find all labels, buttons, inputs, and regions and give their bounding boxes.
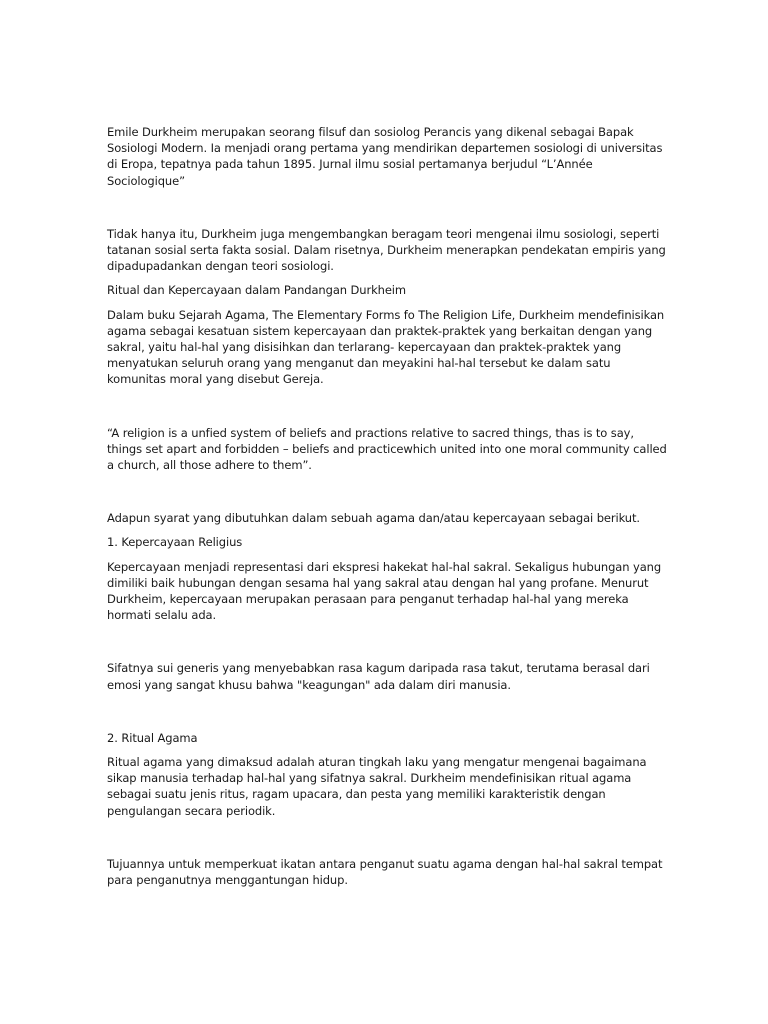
paragraph-kepercayaan-description: Kepercayaan menjadi representasi dari ekspresi hakekat hal-hal sakral. Sekaligus hubungan yang dimiliki baik hubungan dengan sesama hal yang sakral atau dengan hal yang profane. Menurut Durkheim, kepercayaan merupakan perasaan para penganut terhadap hal-hal yang mereka hormati selalu ada. bbox=[107, 559, 662, 623]
list-heading-ritual-agama: 2. Ritual Agama bbox=[107, 730, 198, 745]
paragraph-ritual-purpose: Tujuannya untuk memperkuat ikatan antara penganut suatu agama dengan hal-hal sakral tempat para penganutnya menggantungan hidup. bbox=[107, 856, 663, 888]
list-heading-kepercayaan-religius: 1. Kepercayaan Religius bbox=[107, 535, 243, 550]
paragraph-religion-definition: Dalam buku Sejarah Agama, The Elementary Forms fo The Religion Life, Durkheim mendefinisikan agama sebagai kesatuan sistem kepercayaan dan praktek-praktek yang berkaitan dengan yang sakral, yaitu hal-hal yang disisihkan dan terlarang- kepercayaan dan praktek-praktek yang menyatukan seluruh orang yang menganut dan meyakini hal-hal tersebut ke dalam satu komunitas moral yang disebut Gereja. bbox=[107, 307, 665, 387]
section-heading-ritual-kepercayaan: Ritual dan Kepercayaan dalam Pandangan Durkheim bbox=[107, 283, 407, 298]
paragraph-durkheim-theories: Tidak hanya itu, Durkheim juga mengembangkan beragam teori mengenai ilmu sosiologi, seperti tatanan sosial serta fakta sosial. Dalam risetnya, Durkheim menerapkan pendekatan empiris yang dipadupadankan dengan teori sosiologi. bbox=[107, 226, 666, 274]
paragraph-religion-quote: “A religion is a unfied system of beliefs and practions relative to sacred things, thas is to say, things set apart and forbidden – beliefs and practicewhich united into one moral community called a church, all those adhere to them”. bbox=[107, 425, 667, 473]
paragraph-religion-requirements: Adapun syarat yang dibutuhkan dalam sebuah agama dan/atau kepercayaan sebagai berikut. bbox=[107, 511, 640, 526]
paragraph-durkheim-intro: Emile Durkheim merupakan seorang filsuf dan sosiolog Perancis yang dikenal sebagai Bapak Sosiologi Modern. Ia menjadi orang pertama yang mendirikan departemen sosiologi di universitas di Eropa, tepatnya pada tahun 1895. Jurnal ilmu sosial pertamanya berjudul “L’Année Sociologique” bbox=[107, 125, 663, 188]
paragraph-sui-generis: Sifatnya sui generis yang menyebabkan rasa kagum daripada rasa takut, terutama berasal dari emosi yang sangat khusu bahwa "keagungan" ada dalam diri manusia. bbox=[107, 661, 650, 692]
document-body bbox=[107, 124, 667, 888]
paragraph-ritual-description: Ritual agama yang dimaksud adalah aturan tingkah laku yang mengatur mengenai bagaimana sikap manusia terhadap hal-hal yang sifatnya sakral. Durkheim mendefinisikan ritual agama sebagai suatu jenis ritus, ragam upacara, dan pesta yang memiliki karakteristik dengan pengulangan secara periodik. bbox=[107, 755, 647, 818]
